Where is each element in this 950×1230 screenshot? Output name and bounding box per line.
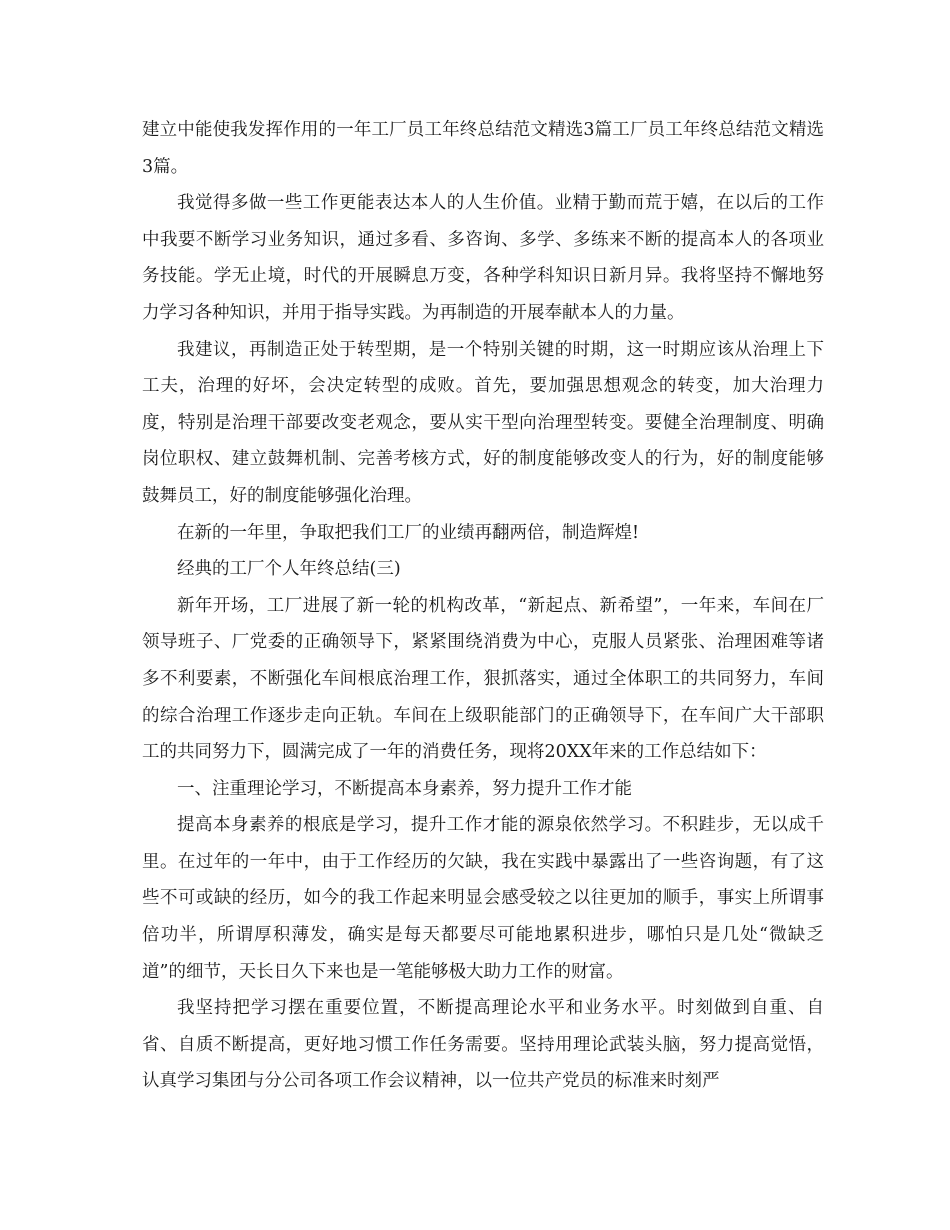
section-heading-3: 经典的工厂个人年终总结(三) xyxy=(177,559,401,580)
paragraph-1: 建立中能使我发挥作用的一年工厂员工年终总结范文精选3篇工厂员工年终总结范文精选3篇。 xyxy=(142,120,824,177)
paragraph-6: 新年开场，工厂进展了新一轮的机构改革，“新起点、新希望”，一年来，车间在厂领导班子、厂党委的正确领导下，紧紧围绕消费为中心，克服人员紧张、治理困难等诸多不利要素，不断强化车间根底治理工作，狠抓落实，通过全体职工的共同努力，车间的综合治理工作逐步走向正轨。车间在上级职能部门的正确领导下，在车间广大干部职工的共同努力下，圆满完成了一年的消费任务，现将20XX年来的工作总结如下： xyxy=(142,595,824,763)
document-body xyxy=(142,112,824,1100)
paragraph-2: 我觉得多做一些工作更能表达本人的人生价值。业精于勤而荒于嬉，在以后的工作中我要不断学习业务知识，通过多看、多咨询、多学、多练来不断的提高本人的各项业务技能。学无止境，时代的开展瞬息万变，各种学科知识日新月异。我将坚持不懈地努力学习各种知识，并用于指导实践。为再制造的开展奉献本人的力量。 xyxy=(142,193,824,323)
paragraph-4: 在新的一年里，争取把我们工厂的业绩再翻两倍，制造辉煌! xyxy=(177,522,640,543)
subheading-1: 一、注重理论学习，不断提高本身素养，努力提升工作才能 xyxy=(177,778,632,799)
paragraph-3: 我建议，再制造正处于转型期，是一个特别关键的时期，这一时期应该从治理上下工夫，治理的好坏，会决定转型的成败。首先，要加强思想观念的转变，加大治理力度，特别是治理干部要改变老观念，要从实干型向治理型转变。要健全治理制度、明确岗位职权、建立鼓舞机制、完善考核方式，好的制度能够改变人的行为，好的制度能够鼓舞员工，好的制度能够强化治理。 xyxy=(142,339,824,506)
paragraph-9: 我坚持把学习摆在重要位置，不断提高理论水平和业务水平。时刻做到自重、自省、自质不断提高，更好地习惯工作任务需要。坚持用理论武装头脑，努力提高觉悟，认真学习集团与分公司各项工作会议精神，以一位共产党员的标准来时刻严 xyxy=(142,998,824,1092)
paragraph-8: 提高本身素养的根底是学习，提升工作才能的源泉依然学习。不积跬步，无以成千里。在过年的一年中，由于工作经历的欠缺，我在实践中暴露出了一些咨询题，有了这些不可或缺的经历，如今的我工作起来明显会感受较之以往更加的顺手，事实上所谓事倍功半，所谓厚积薄发，确实是每天都要尽可能地累积进步，哪怕只是几处“微缺乏道”的细节，天长日久下来也是一笔能够极大助力工作的财富。 xyxy=(142,815,824,982)
